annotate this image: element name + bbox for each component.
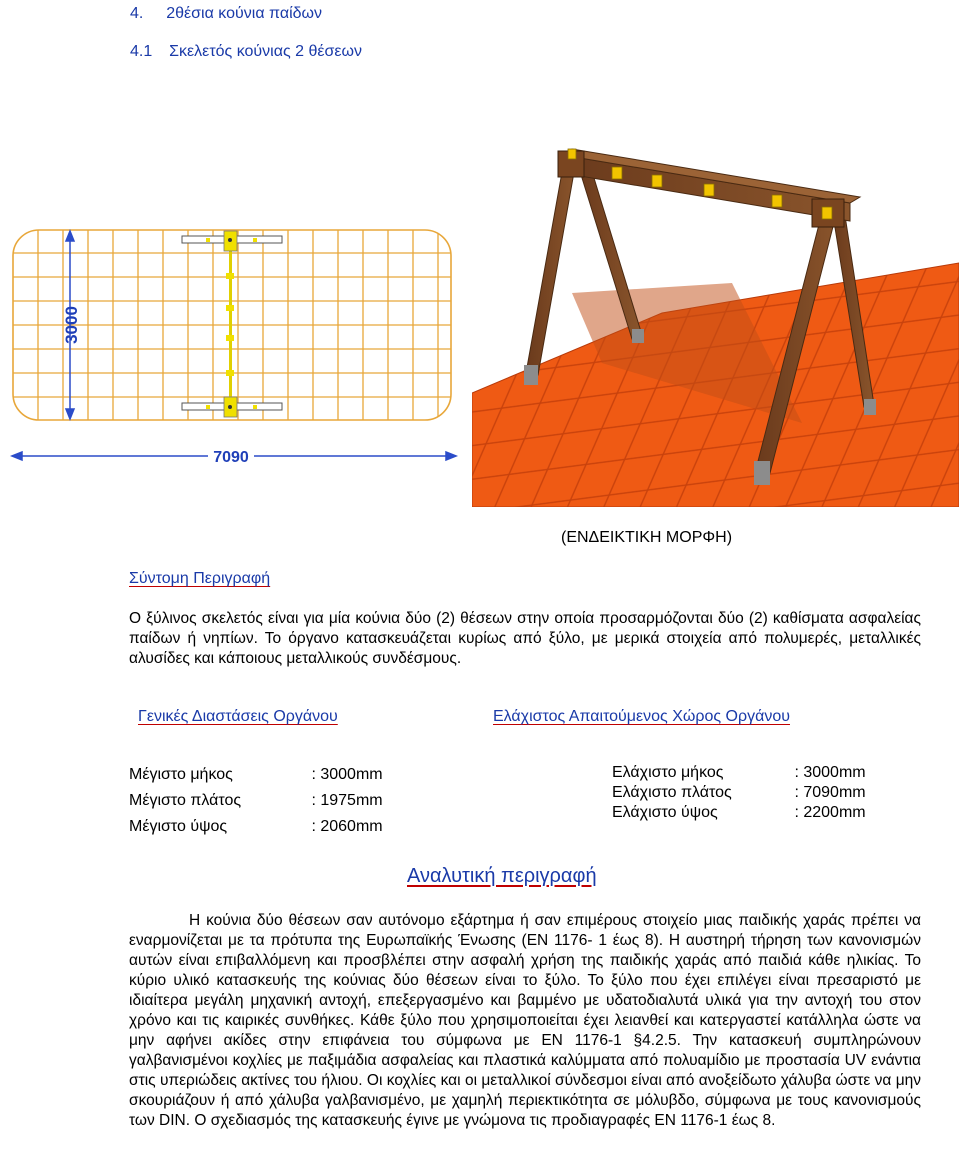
min-space-label: Ελάχιστο πλάτος — [612, 784, 732, 801]
min-space-value: : 2200mm — [794, 804, 866, 821]
min-space-value: : 3000mm — [794, 764, 866, 781]
min-space-value: : 7090mm — [794, 784, 866, 801]
dimension-label: Μέγιστο πλάτος — [129, 792, 242, 809]
min-space-heading: Ελάχιστος Απαιτούμενος Χώρος Οργάνου — [493, 708, 790, 725]
section-number: 4. — [130, 5, 144, 22]
short-description-text: Ο ξύλινος σκελετός είναι για μία κούνια δύο (2) θέσεων στην οποία προσαρμόζονται δύο (2) καθίσματα ασφαλείας παίδων ή νηπίων. Το όργανο κατασκευάζεται κυρίως από ξύλο, με μερικά στοιχεία από πολυμερές, μεταλλικές αλυσίδες και κάποιους μεταλλικούς συνδέσμους. — [129, 610, 921, 667]
subsection-title: Σκελετός κούνιας 2 θέσεων — [169, 43, 362, 60]
section-heading — [130, 5, 322, 23]
image-caption: (ΕΝΔΕΙΚΤΙΚΗ ΜΟΡΦΗ) — [561, 529, 733, 546]
swing-plan-drawing — [10, 225, 460, 470]
general-dimensions-heading: Γενικές Διαστάσεις Οργάνου — [138, 708, 338, 725]
plan-height-label: 3000 — [62, 306, 81, 344]
dimension-value: : 3000mm — [311, 766, 383, 783]
detailed-description-heading: Αναλυτική περιγραφή — [407, 865, 597, 887]
min-space-table — [612, 763, 866, 823]
min-space-row — [612, 783, 866, 803]
dimension-row — [129, 814, 383, 840]
min-space-row — [612, 803, 866, 823]
min-space-label: Ελάχιστο ύψος — [612, 804, 718, 821]
subsection-number: 4.1 — [130, 43, 153, 60]
min-space-row — [612, 763, 866, 783]
dimension-label: Μέγιστο ύψος — [129, 818, 228, 835]
swing-3d-render — [472, 143, 959, 507]
dimension-row — [129, 788, 383, 814]
section-title: 2θέσια κούνια παίδων — [166, 5, 323, 22]
dimension-label: Μέγιστο μήκος — [129, 766, 233, 783]
detailed-description-text: Η κούνια δύο θέσεων σαν αυτόνομο εξάρτημα ή σαν επιμέρους στοιχείο μιας παιδικής χαράς πρέπει να εναρμονίζεται με τα πρότυπα της Ευρωπαϊκής Ένωσης (ΕΝ 1176- 1 έως 8). Η αυστηρή τήρηση των κανονισμών αυτών είναι επιβαλλόμενη και προσβλέπει στην ασφαλή χρήση της παιδικής χαράς από παιδιά κάθε ηλικίας. Το κύριο υλικό κατασκευής της κούνιας δύο θέσεων είναι το ξύλο. Το ξύλο που έχει επιλέγει είναι πρεσαριστό με ιδιαίτερα μεγάλη μηχανική αντοχή, επεξεργασμένο και βαμμένο με υδατοδιαλυτά υλικά για την αντοχή του στον χρόνο και τις καιρικές συνθήκες. Κάθε ξύλο που χρησιμοποιείται έχει λειανθεί και κατεργαστεί κατάλληλα ώστε να μην αφήνει ακίδες στην επιφάνεια του σύμφωνα με ΕΝ 1176-1 §4.2.5. Την κατασκευή συμπληρώνουν γαλβανισμένοι κοχλίες με παξιμάδια ασφαλείας και πλαστικά καλύμματα από πολυαμίδιο με προστασία UV ενάντια στις υπεριώδεις ακτίνες του ήλιου. Οι κοχλίες και οι μεταλλικοί σύνδεσμοι είναι από ανοξείδωτο χάλυβα ώστε να μην σκουριάζουν ή από χάλυβα γαλβανισμένο, με χαμηλή περιεκτικότητα σε μόλυβδο, σύμφωνα με τους κανονισμούς των DIN. Ο σχεδιασμός της κατασκευής έγινε με γνώμονα τις προδιαγραφές ΕΝ 1176-1 έως 8. — [129, 912, 921, 1129]
dimension-value: : 1975mm — [311, 792, 383, 809]
short-description-heading: Σύντομη Περιγραφή — [129, 570, 271, 587]
plan-width-label: 7090 — [213, 449, 249, 466]
min-space-label: Ελάχιστο μήκος — [612, 764, 724, 781]
general-dimensions-table — [129, 762, 383, 840]
subsection-heading — [130, 43, 362, 61]
dimension-value: : 2060mm — [311, 818, 383, 835]
dimension-row — [129, 762, 383, 788]
